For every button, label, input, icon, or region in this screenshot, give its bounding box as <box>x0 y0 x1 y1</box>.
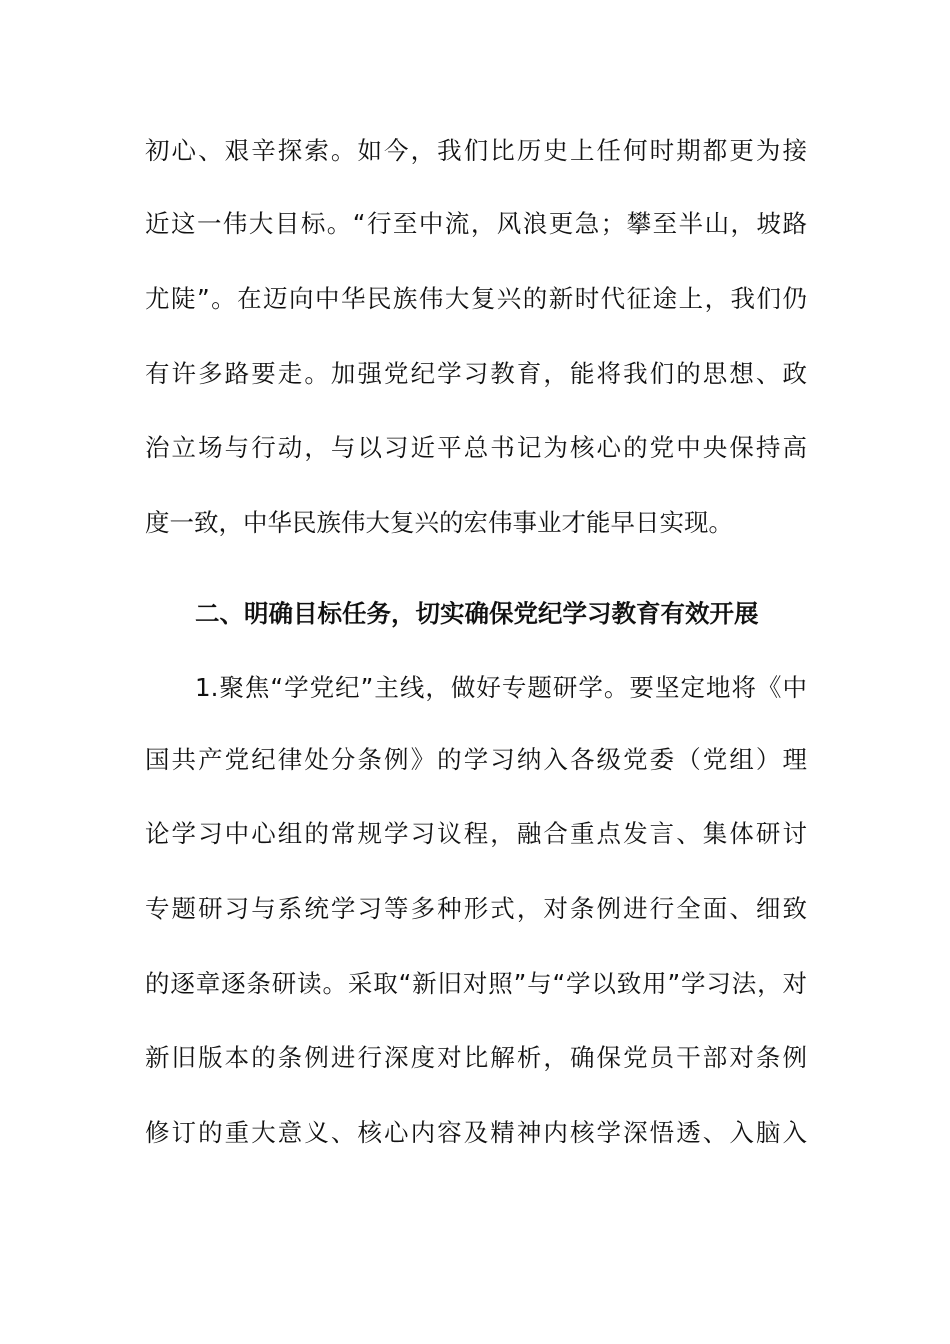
section-heading: 二、明确目标任务，切实确保党纪学习教育有效开展 <box>195 599 759 628</box>
paragraph-1-line-5: 治立场与行动，与以习近平总书记为核心的党中央保持高 <box>145 433 807 462</box>
paragraph-2-line-3: 论学习中心组的常规学习议程，融合重点发言、集体研讨 <box>145 819 807 848</box>
paragraph-2-line-5: 的逐章逐条研读。采取“新旧对照”与“学以致用”学习法，对 <box>145 969 807 998</box>
paragraph-2-line-2: 国共产党纪律处分条例》的学习纳入各级党委（党组）理 <box>145 745 807 774</box>
paragraph-1-line-1: 初心、艰辛探索。如今，我们比历史上任何时期都更为接 <box>145 136 807 165</box>
paragraph-2-line-7: 修订的重大意义、核心内容及精神内核学深悟透、入脑入 <box>145 1118 807 1147</box>
paragraph-2-line-1: 1.聚焦“学党纪”主线，做好专题研学。要坚定地将《中 <box>195 673 807 702</box>
paragraph-1-line-6: 度一致，中华民族伟大复兴的宏伟事业才能早日实现。 <box>145 508 733 537</box>
paragraph-1-line-3: 尤陡”。在迈向中华民族伟大复兴的新时代征途上，我们仍 <box>145 284 807 313</box>
paragraph-2-line-4: 专题研习与系统学习等多种形式，对条例进行全面、细致 <box>145 894 807 923</box>
paragraph-1-line-4: 有许多路要走。加强党纪学习教育，能将我们的思想、政 <box>145 359 807 388</box>
paragraph-1-line-2: 近这一伟大目标。“行至中流，风浪更急；攀至半山，坡路 <box>145 209 807 238</box>
paragraph-2-line-6: 新旧版本的条例进行深度对比解析，确保党员干部对条例 <box>145 1043 807 1072</box>
